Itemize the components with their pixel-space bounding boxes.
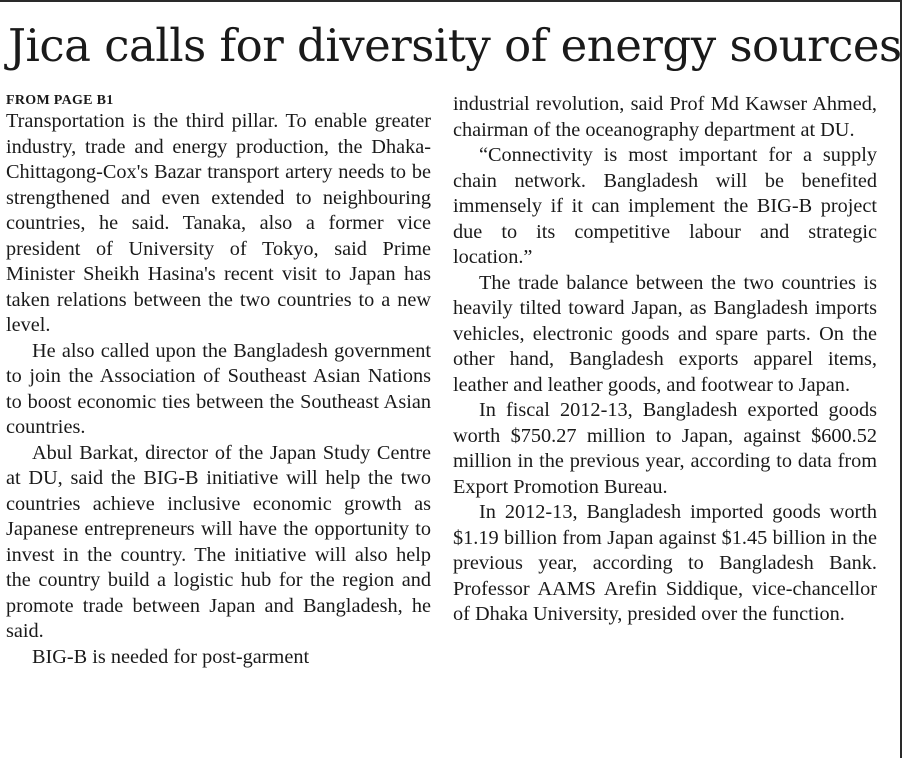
paragraph: In fiscal 2012-13, Bangladesh exported goods worth $750.27 million to Japan, against $600.52 million in the previous year, according to data from Export Promotion Bureau. (453, 399, 877, 498)
cropped-next-headline (0, 748, 902, 758)
paragraph: The trade balance between the two countries is heavily tilted toward Japan, as Bangladesh imports vehicles, electronic goods and spare parts. On the other hand, Bangladesh exports apparel items, leather and leather goods, and footwear to Japan. (453, 271, 877, 396)
article-headline: Jica calls for diversity of energy sources (8, 19, 902, 72)
paragraph: BIG-B is needed for post-garment (32, 645, 310, 668)
paragraph: “Connectivity is most important for a supply chain network. Bangladesh will be benefited immensely if it can implement the BIG-B project due to its competitive labour and strategic location.” (453, 144, 877, 268)
paragraph: He also called upon the Bangladesh government to join the Association of Southeast Asian Nations to boost economic ties between the Southeast Asian countries. (6, 339, 431, 438)
article-column-right (453, 92, 877, 628)
paragraph: industrial revolution, said Prof Md Kawser Ahmed, chairman of the oceanography department at DU. (453, 93, 877, 141)
dateline: FROM PAGE B1 (6, 93, 114, 108)
article-column-left (6, 92, 431, 670)
paragraph: Abul Barkat, director of the Japan Study Centre at DU, said the BIG-B initiative will help the two countries achieve inclusive economic growth as Japanese entrepreneurs will have the opportunity to invest in the country. The initiative will also help the country build a logistic hub for the region and promote trade between Japan and Bangladesh, he said. (6, 441, 431, 642)
paragraph: In 2012-13, Bangladesh imported goods worth $1.19 billion from Japan against $1.45 billion in the previous year, according to Bangladesh Bank. Professor AAMS Arefin Siddique, vice-chancellor of Dhaka University, presided over the function. (453, 501, 877, 625)
top-border-rule (0, 0, 902, 2)
paragraph: Transportation is the third pillar. To enable greater industry, trade and energy production, the Dhaka-Chittagong-Cox's Bazar transport artery needs to be strengthened and even extended to neighbouring countries, he said. Tanaka, also a former vice president of University of Tokyo, said Prime Minister Sheikh Hasina's recent visit to Japan has taken relations between the two countries to a new level. (6, 110, 431, 336)
